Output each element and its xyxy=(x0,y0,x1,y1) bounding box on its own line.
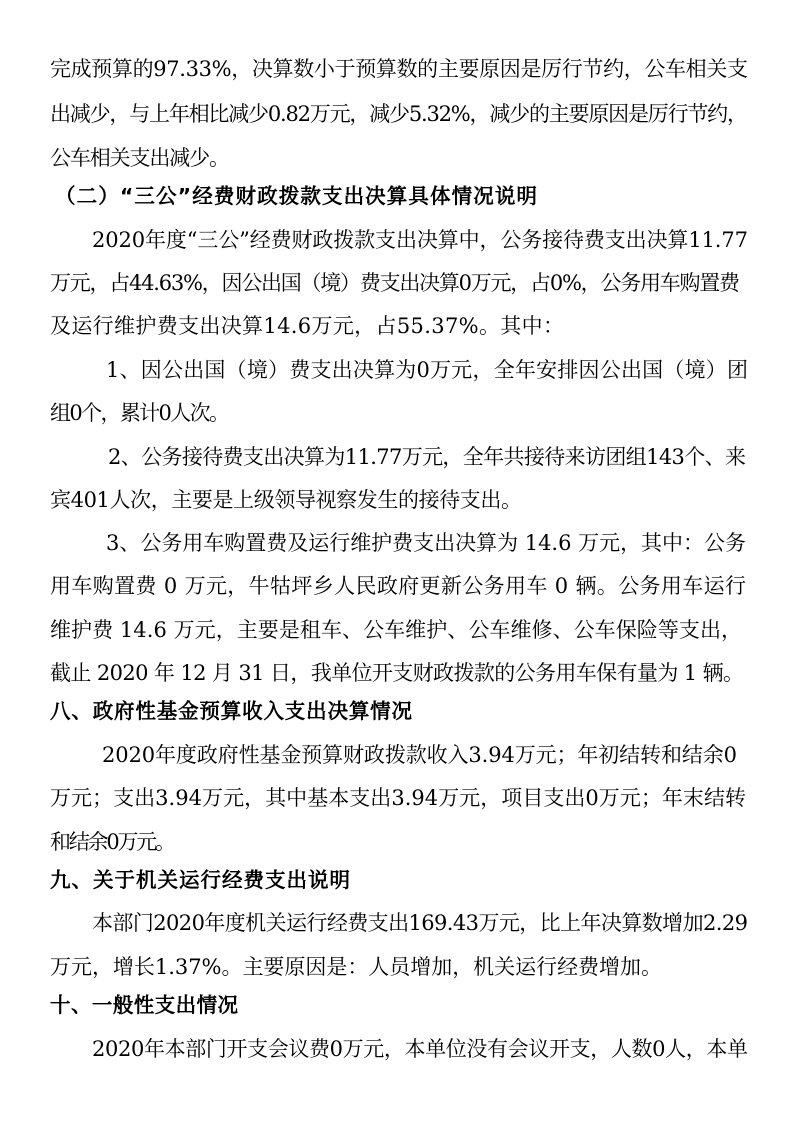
paragraph-line: 2020年本部门开支会议费0万元，本单位没有会议开支，人数0人，本单 xyxy=(92,1037,748,1061)
paragraph-line: 及运行维护费支出决算14.6万元，占55.37%。其中： xyxy=(50,314,565,338)
list-item-line: 维护费 14.6 万元，主要是租车、公车维护、公车维修、公车保险等支出， xyxy=(50,618,743,642)
paragraph-line: 2020年度政府性基金预算财政拨款收入3.94万元；年初结转和结余0 xyxy=(102,743,737,767)
paragraph-line: 本部门2020年度机关运行经费支出169.43万元，比上年决算数增加2.29 xyxy=(92,911,748,935)
paragraph-line: 和结余0万元。 xyxy=(50,830,174,854)
section-heading: 九、关于机关运行经费支出说明 xyxy=(50,868,351,892)
paragraph-line: 完成预算的97.33%，决算数小于预算数的主要原因是厉行节约，公车相关支 xyxy=(50,57,748,81)
section-heading: 十、一般性支出情况 xyxy=(50,993,239,1017)
subsection-heading: （二）“三公”经费财政拨款支出决算具体情况说明 xyxy=(55,184,539,208)
paragraph-line: 万元；支出3.94万元，其中基本支出3.94万元，项目支出0万元；年末结转 xyxy=(50,786,747,810)
list-item-line: 截止 2020 年 12 月 31 日，我单位开支财政拨款的公务用车保有量为 1 辆。 xyxy=(50,661,744,685)
paragraph-line: 公车相关支出减少。 xyxy=(50,146,229,170)
list-item-line: 组0个，累计0人次。 xyxy=(50,401,229,425)
list-item-line: 1、因公出国（境）费支出决算为0万元，全年安排因公出国（境）团 xyxy=(106,358,749,382)
list-item-line: 用车购置费 0 万元，牛牯坪乡人民政府更新公务用车 0 辆。公务用车运行 xyxy=(50,574,747,598)
list-item-line: 3、公务用车购置费及运行维护费支出决算为 14.6 万元，其中：公务 xyxy=(106,531,746,555)
paragraph-line: 出减少，与上年相比减少0.82万元，减少5.32%，减少的主要原因是厉行节约， xyxy=(50,102,747,126)
section-heading: 八、政府性基金预算收入支出决算情况 xyxy=(50,699,413,723)
paragraph-line: 万元，增长1.37%。主要原因是：人员增加，机关运行经费增加。 xyxy=(50,955,662,979)
list-item-line: 2、公务接待费支出决算为11.77万元，全年共接待来访团组143个、来 xyxy=(108,445,746,469)
paragraph-line: 2020年度“三公”经费财政拨款支出决算中，公务接待费支出决算11.77 xyxy=(92,228,748,252)
list-item-line: 宾401人次，主要是上级领导视察发生的接待支出。 xyxy=(50,488,522,512)
paragraph-line: 万元，占44.63%，因公出国（境）费支出决算0万元，占0%，公务用车购置费 xyxy=(50,271,739,295)
